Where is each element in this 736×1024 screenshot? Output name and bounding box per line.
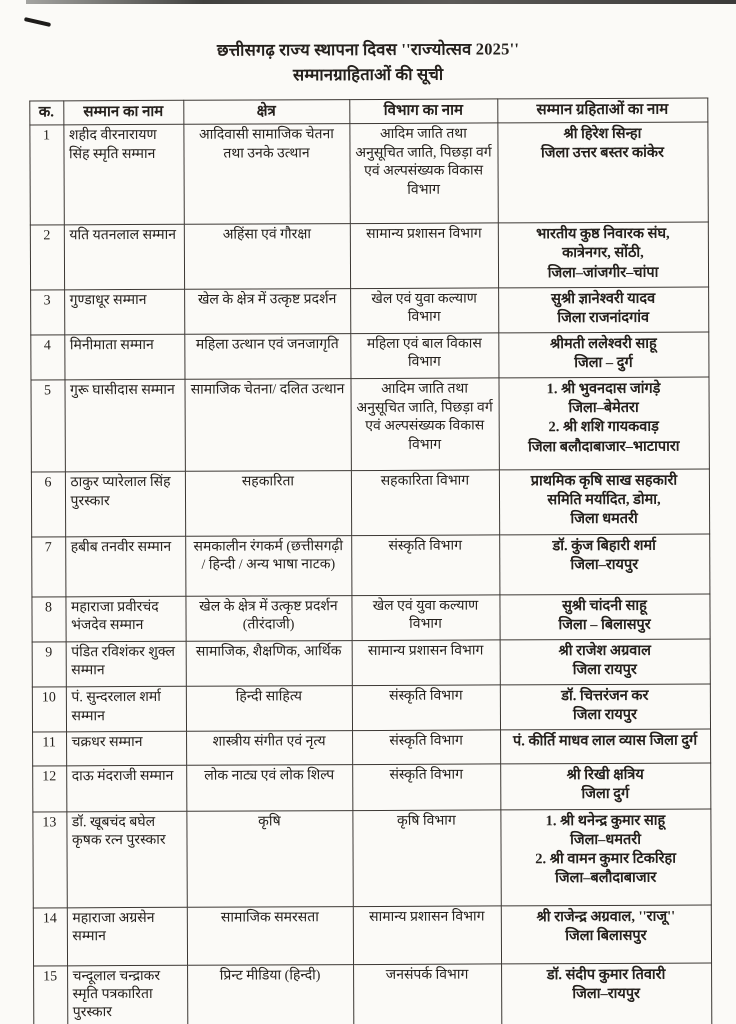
cell-award-name: यति यतनलाल सम्मान [64,225,184,290]
awards-table [29,97,712,1024]
cell-serial-number: 14 [33,907,67,965]
cell-field: प्रिन्ट मीडिया (हिन्दी) [187,964,353,1024]
column-header-sno: क. [29,100,63,125]
scan-edge-artifact [26,0,736,4]
cell-recipient-name: श्री राजेश अग्रवाल जिला रायपुर [500,639,710,685]
cell-department-name: सामान्य प्रशासन विभाग [352,640,500,686]
document-body [0,36,736,1024]
cell-serial-number: 4 [30,335,64,380]
cell-award-name: मिनीमाता सम्मान [64,334,184,380]
cell-department-name: महिला एवं बाल विकास विभाग [350,333,498,379]
cell-field: अहिंसा एवं गौरक्षा [184,224,350,289]
column-header-department: विभाग का नाम [349,98,497,123]
cell-recipient-name: श्री राजेन्द्र अग्रवाल, ''राजू'' जिला बिलासपुर [501,905,711,964]
cell-award-name: महाराजा प्रवीरचंद भंजदेव सम्मान [65,596,185,642]
cell-department-name: सामान्य प्रशासन विभाग [350,223,498,288]
cell-serial-number: 10 [32,687,66,732]
cell-recipient-name: श्री रिखी क्षत्रिय जिला दुर्ग [500,763,710,809]
cell-serial-number: 2 [30,225,64,290]
cell-recipient-name: पं. कीर्ति माधव लाल व्यास जिला दुर्ग [500,729,710,764]
cell-award-name: गुरू घासीदास सम्मान [64,379,184,472]
cell-department-name: आदिम जाति तथा अनुसूचित जाति, पिछड़ा वर्ग एवं अल्पसंख्यक विकास विभाग [350,378,498,471]
table-row [32,684,710,732]
header-row [29,98,707,126]
cell-award-name: ठाकुर प्यारेलाल सिंह पुरस्कार [65,471,185,536]
pen-mark-artifact [24,17,51,27]
cell-field: सामाजिक चेतना/ दलित उत्थान [184,379,350,472]
document-title [0,36,736,89]
cell-department-name: सहकारिता विभाग [351,470,499,535]
cell-field: सामाजिक समरसता [187,906,353,965]
cell-serial-number: 12 [32,766,66,811]
cell-recipient-name: सुश्री ज्ञानेश्वरी यादव जिला राजनांदगांव [498,287,708,333]
table-row [30,222,708,289]
document-title-line1: छत्तीसगढ़ राज्य स्थापना दिवस ''राज्योत्सव 2025'' [216,39,520,60]
cell-field: खेल के क्षेत्र में उत्कृष्ट प्रदर्शन (तीरंदाजी) [185,595,351,641]
cell-award-name: शहीद वीरनारायण सिंह स्मृति सम्मान [63,125,183,226]
table-row [32,809,710,908]
cell-field: हिन्दी साहित्य [186,686,352,732]
cell-serial-number: 8 [31,596,65,641]
cell-award-name: चन्दूलाल चन्द्राकर स्मृति पत्रकारिता पुरस्कार [67,965,187,1024]
awards-table-body [29,122,711,1024]
cell-award-name: महाराजा अग्रसेन सम्मान [67,907,187,966]
table-row [32,639,710,687]
table-row [30,287,708,335]
cell-recipient-name: डॉ. संदीप कुमार तिवारी जिला–रायपुर [501,963,711,1024]
cell-serial-number: 15 [33,965,67,1024]
table-row [31,469,709,536]
column-header-award: सम्मान का नाम [63,100,183,125]
cell-field: समकालीन रंगकर्म (छत्तीसगढ़ी / हिन्दी / अन्य भाषा नाटक) [185,535,351,596]
table-row [31,594,709,642]
cell-recipient-name: प्राथमिक कृषि साख सहकारी समिति मर्यादित, डोमा, जिला धमतरी [499,469,709,534]
cell-award-name: पं. सुन्दरलाल शर्मा सम्मान [66,686,186,732]
cell-department-name: खेल एवं युवा कल्याण विभाग [351,594,499,640]
cell-serial-number: 6 [31,472,65,537]
column-header-recipient: सम्मान ग्रहिताओं का नाम [497,98,707,124]
cell-award-name: पंडित रविशंकर शुक्ल सम्मान [66,641,186,687]
cell-field: शास्त्रीय संगीत एवं नृत्य [186,731,352,766]
table-row [31,534,709,597]
cell-award-name: डॉ. खूबचंद बघेल कृषक रत्न पुरस्कार [66,811,186,908]
cell-recipient-name: श्री हिरेश सिन्हा जिला उत्तर बस्तर कांकेर [497,122,707,223]
cell-award-name: चक्रधर सम्मान [66,732,186,767]
cell-recipient-name: भारतीय कुष्ठ निवारक संघ, कात्रेनगर, सोंठी, जिला–जांजगीर–चांपा [498,222,708,287]
cell-serial-number: 13 [32,811,66,907]
cell-serial-number: 3 [30,290,64,335]
cell-serial-number: 1 [29,125,63,225]
cell-field: खेल के क्षेत्र में उत्कृष्ट प्रदर्शन [184,288,350,334]
cell-serial-number: 5 [30,380,64,472]
cell-department-name: संस्कृति विभाग [351,534,499,595]
cell-serial-number: 9 [32,642,66,687]
cell-recipient-name: सुश्री चांदनी साहू जिला – बिलासपुर [499,594,709,640]
cell-field: कृषि [186,810,352,907]
cell-award-name: गुण्डाधूर सम्मान [64,289,184,335]
table-row [30,332,708,380]
cell-serial-number: 11 [32,732,66,766]
cell-recipient-name: 1. श्री भुवनदास जांगड़े जिला–बेमेतरा 2. श्री शशि गायकवाड़ जिला बलौदाबाजार–भाटापारा [498,377,708,470]
cell-award-name: हबीब तनवीर सम्मान [65,536,185,597]
cell-serial-number: 7 [31,536,65,596]
cell-recipient-name: डॉ. चित्तरंजन कर जिला रायपुर [500,684,710,730]
cell-field: आदिवासी सामाजिक चेतना तथा उनके उत्थान [183,124,349,225]
table-row [29,122,707,225]
cell-recipient-name: श्रीमती ललेश्वरी साहू जिला – दुर्ग [498,332,708,378]
cell-department-name: खेल एवं युवा कल्याण विभाग [350,288,498,334]
table-row [30,377,708,472]
column-header-field: क्षेत्र [183,99,349,125]
cell-department-name: संस्कृति विभाग [352,685,500,731]
table-row [32,729,710,766]
cell-department-name: जनसंपर्क विभाग [353,963,501,1024]
cell-department-name: आदिम जाति तथा अनुसूचित जाति, पिछड़ा वर्ग एवं अल्पसंख्यक विकास विभाग [349,123,497,224]
cell-department-name: संस्कृति विभाग [352,730,500,765]
table-row [33,963,711,1024]
cell-field: सामाजिक, शैक्षणिक, आर्थिक [186,640,352,686]
cell-field: सहकारिता [185,471,351,536]
cell-department-name: सामान्य प्रशासन विभाग [353,905,501,964]
table-row [32,763,710,811]
cell-field: लोक नाट्य एवं लोक शिल्प [186,765,352,811]
cell-recipient-name: 1. श्री थनेन्द्र कुमार साहू जिला–धमतरी 2. श्री वामन कुमार टिकरिहा जिला–बलौदाबाजार [500,809,710,906]
cell-department-name: संस्कृति विभाग [352,764,500,810]
cell-recipient-name: डॉ. कुंज बिहारी शर्मा जिला–रायपुर [499,534,709,595]
cell-award-name: दाऊ मंदराजी सम्मान [66,766,186,812]
awards-table-header [29,98,707,126]
cell-field: महिला उत्थान एवं जनजागृति [184,334,350,380]
document-title-line2: सम्मानग्राहिताओं की सूची [292,64,444,85]
cell-department-name: कृषि विभाग [352,809,500,906]
table-row [33,905,711,966]
